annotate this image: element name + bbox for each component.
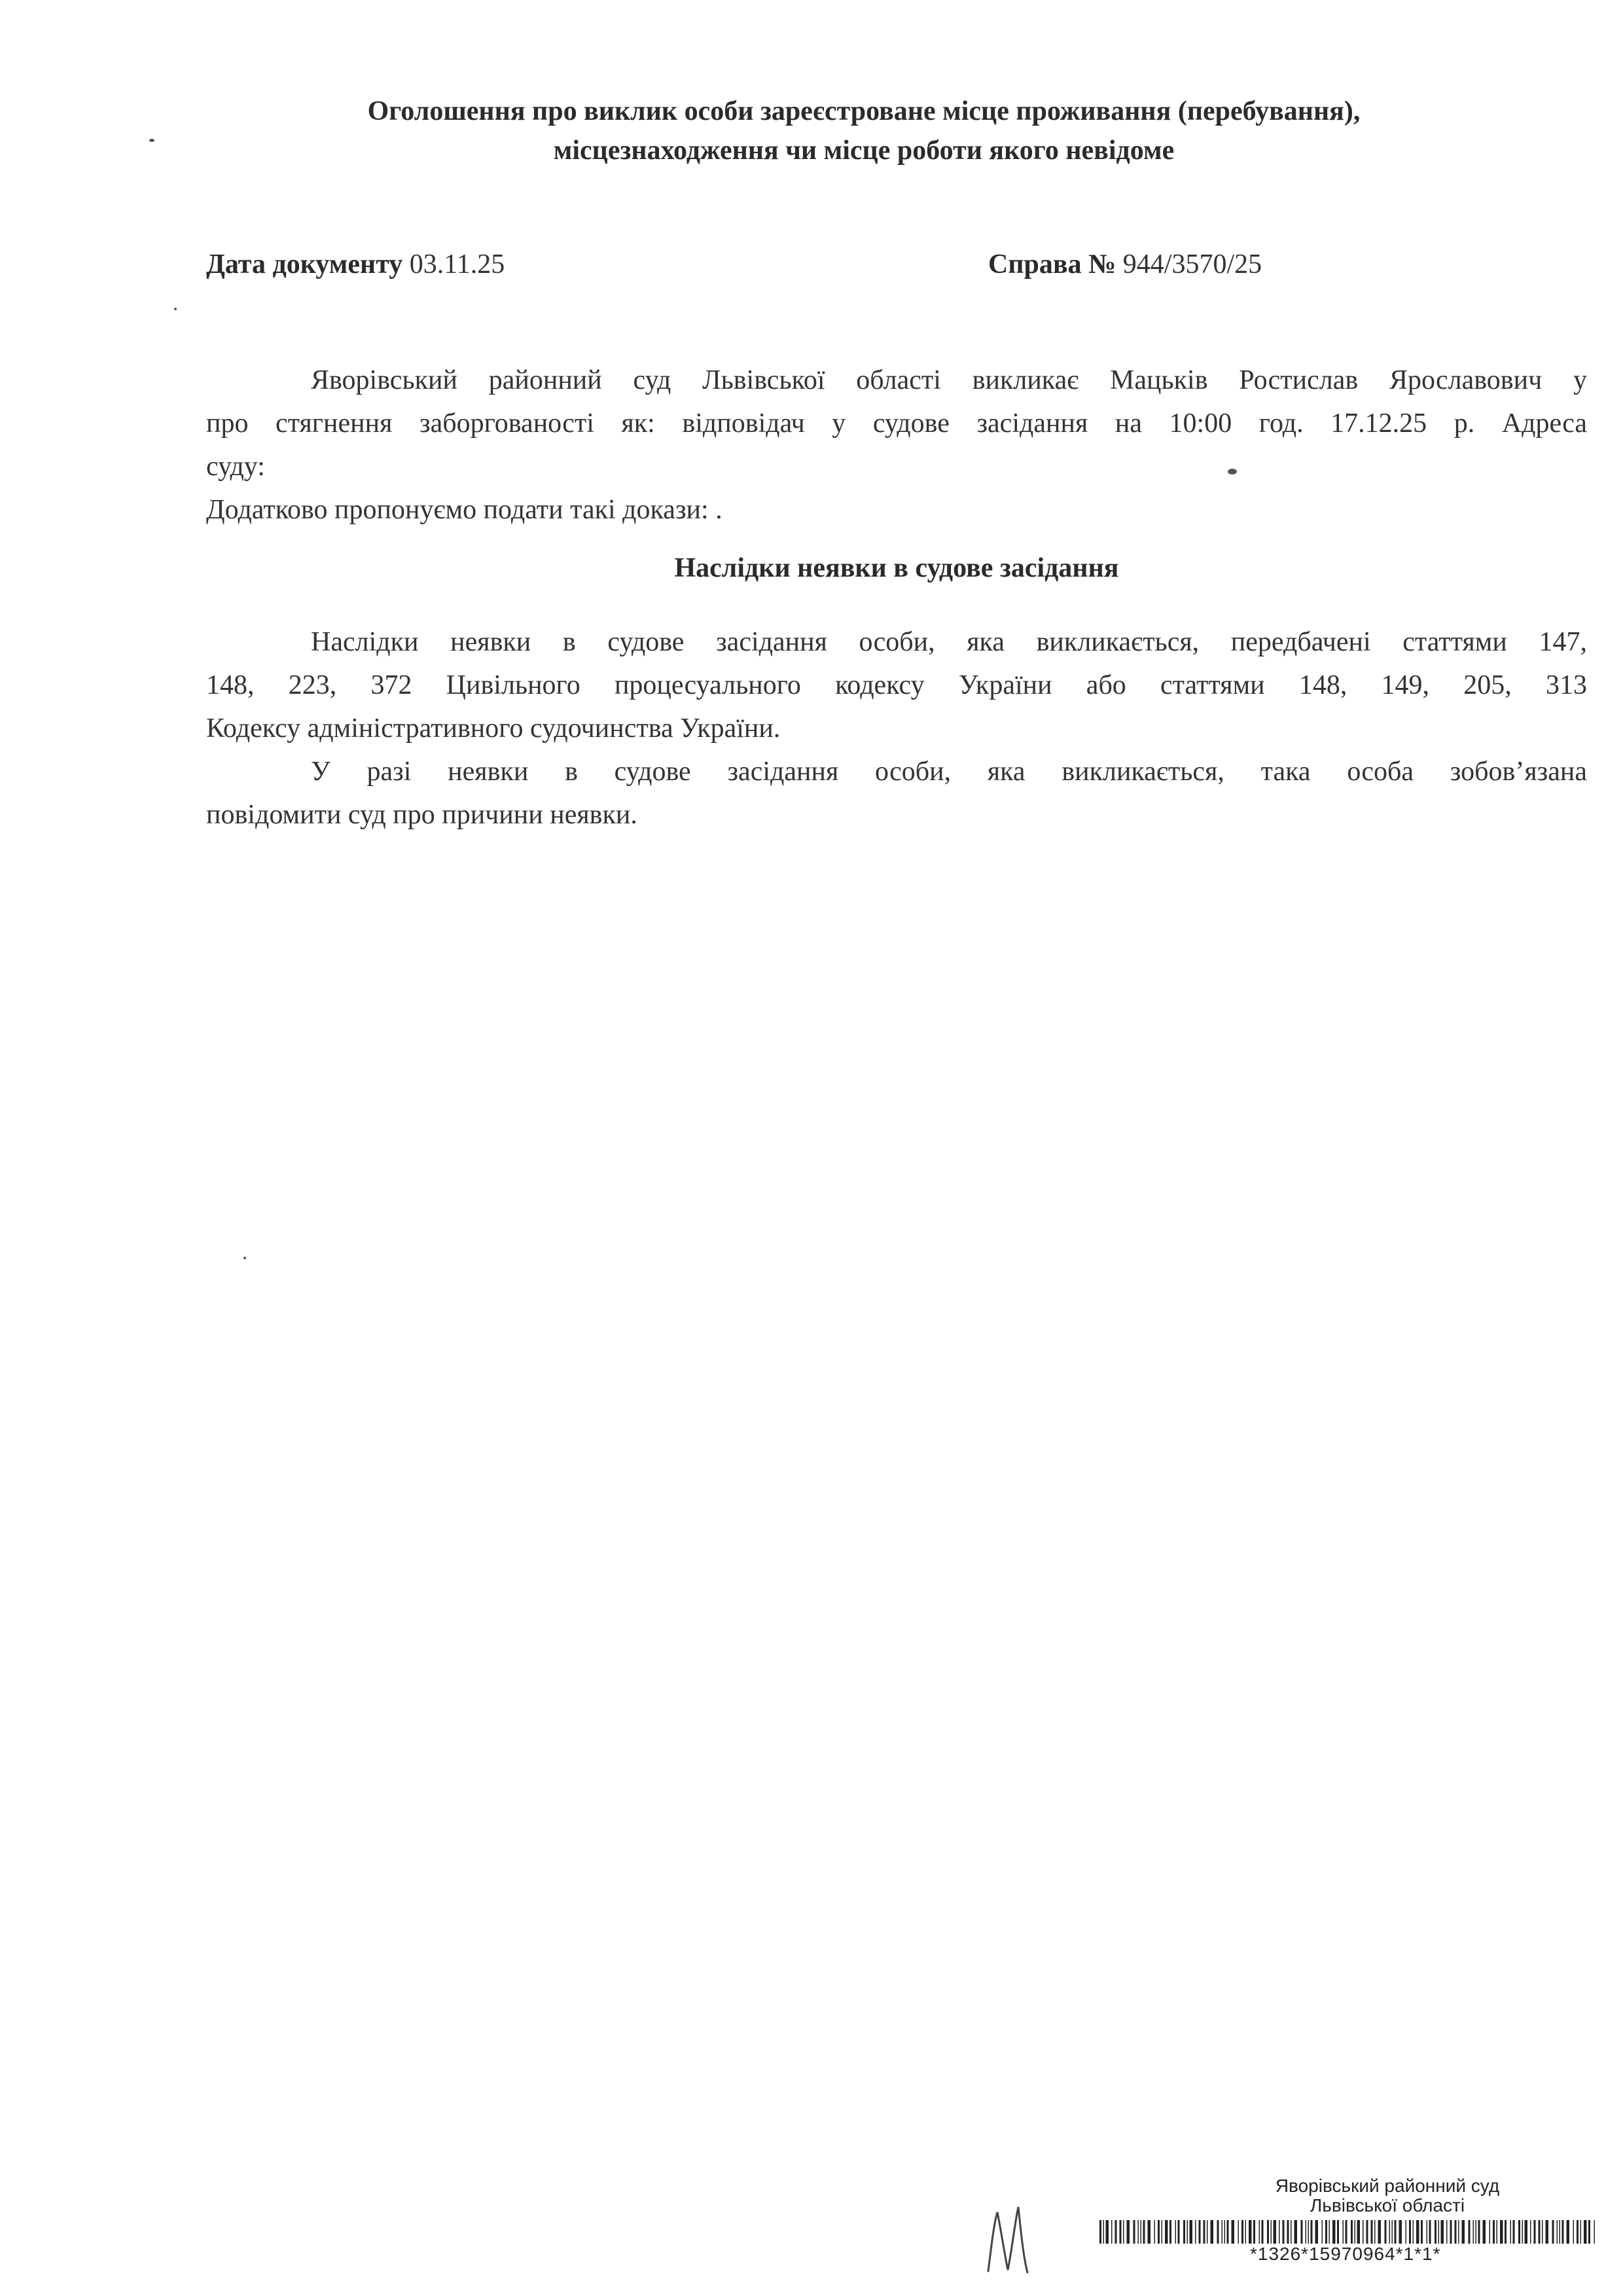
barcode-bar: [1306, 2220, 1307, 2244]
barcode-bar: [1183, 2220, 1185, 2244]
barcode-bar: [1567, 2220, 1570, 2244]
barcode-bar: [1111, 2220, 1113, 2244]
barcode-bar: [1371, 2220, 1373, 2244]
signature-mark: [982, 2199, 1041, 2278]
barcode-bar: [1274, 2220, 1277, 2244]
barcode-bar: [1162, 2220, 1163, 2244]
barcode-bar: [1241, 2220, 1243, 2244]
barcode-bar: [1178, 2220, 1180, 2244]
barcode-number: *1326*15970964*1*1*: [1250, 2244, 1441, 2264]
barcode-bar: [1222, 2220, 1223, 2244]
barcode-bar: [1267, 2220, 1269, 2244]
barcode-bar: [1546, 2220, 1549, 2244]
barcode-bar: [1337, 2220, 1339, 2244]
barcode-bar: [1207, 2220, 1208, 2244]
barcode-bar: [1245, 2220, 1247, 2244]
barcode-bar: [1462, 2220, 1465, 2244]
barcode-bar: [1427, 2220, 1428, 2244]
barcode-bar: [1143, 2220, 1145, 2244]
title-line-1: Оголошення про виклик особи зареєстроване місце проживання (перебування),: [367, 96, 1361, 126]
case-number: [988, 247, 1262, 281]
barcode-bar: [1211, 2220, 1214, 2244]
barcode-bar: [1287, 2220, 1289, 2244]
barcode-bar: [1357, 2220, 1361, 2244]
barcode-bar: [1148, 2220, 1151, 2244]
barcode-bar: [1594, 2220, 1596, 2244]
barcode-bar: [1227, 2220, 1229, 2244]
barcode-bar: [1478, 2220, 1480, 2244]
barcode-bar: [1584, 2220, 1587, 2244]
barcode-bar: [1351, 2220, 1353, 2244]
barcode-bar: [1489, 2220, 1491, 2244]
scan-speck: [243, 1257, 246, 1259]
barcode-bar: [1127, 2220, 1130, 2244]
consequences-heading: Наслідки неявки в судове засідання: [674, 553, 1119, 583]
barcode-bar: [1253, 2220, 1255, 2244]
barcode-bar: [1500, 2220, 1503, 2244]
barcode-bar: [1435, 2220, 1436, 2244]
barcode-bar: [1232, 2220, 1235, 2244]
scan-speck: [1228, 469, 1237, 475]
barcode-bar: [1195, 2220, 1196, 2244]
barcode-bar: [1421, 2220, 1423, 2244]
barcode-bar: [1399, 2220, 1402, 2244]
case-label: Справа №: [988, 249, 1116, 279]
barcode-bar: [1513, 2220, 1515, 2244]
barcode-bar: [1322, 2220, 1323, 2244]
summons-line-1: Яворівський районний суд Львівської області викликає Мацьків Ростислав Ярославович у: [311, 365, 1587, 395]
barcode-bar: [1204, 2220, 1205, 2244]
evidence-line: Додатково пропонуємо подати такі докази: .: [206, 495, 722, 525]
barcode-bar: [1577, 2220, 1578, 2244]
barcode-bar: [1106, 2220, 1109, 2244]
barcode-bar: [1473, 2220, 1474, 2244]
barcode-bar: [1346, 2220, 1347, 2244]
barcode-bar: [1158, 2220, 1160, 2244]
barcode-bar: [1279, 2220, 1280, 2244]
barcode-bar: [1534, 2220, 1536, 2244]
barcode-bar: [1199, 2220, 1201, 2244]
barcode-bar: [1259, 2220, 1260, 2244]
barcode-bar: [1539, 2220, 1541, 2244]
barcode-bar: [1133, 2220, 1135, 2244]
consequences-p2-line-2: повідомити суд про причини неявки.: [206, 800, 637, 830]
barcode-bar: [1224, 2220, 1226, 2244]
barcode-bar: [1332, 2220, 1336, 2244]
consequences-p2-line-1: У разі неявки в судове засідання особи, яка викликається, така особа зобов’язана: [311, 757, 1587, 787]
summons-line-2: про стягнення заборгованості як: відповідач у судове засідання на 10:00 год. 17.12.25 р. Адреса: [206, 408, 1587, 439]
barcode-bar: [1291, 2220, 1292, 2244]
barcode-bar: [1099, 2220, 1101, 2244]
court-stamp: [1099, 2174, 1597, 2265]
stamp-region: Львівської області: [1310, 2195, 1465, 2215]
summons-line-3: суду:: [206, 452, 265, 482]
consequences-text: [206, 620, 1587, 836]
barcode-bar: [1190, 2220, 1193, 2244]
barcode-bar: [1455, 2220, 1457, 2244]
barcode-bar: [1120, 2220, 1122, 2244]
scan-speck: [149, 139, 154, 142]
barcode-bar: [1329, 2220, 1330, 2244]
barcode-bar: [1416, 2220, 1419, 2244]
barcode-bar: [1392, 2220, 1393, 2244]
barcode-bar: [1141, 2220, 1142, 2244]
barcode-bar: [1530, 2220, 1531, 2244]
barcode-bar: [1483, 2220, 1486, 2244]
summons-paragraph: [206, 359, 1587, 531]
barcode-bar: [1123, 2220, 1124, 2244]
barcode-bar: [1588, 2220, 1590, 2244]
barcode-bar: [1115, 2220, 1117, 2244]
barcode-bar: [1525, 2220, 1528, 2244]
barcode-bar: [1294, 2220, 1298, 2244]
barcode-bar: [1438, 2220, 1440, 2244]
barcode-bar: [1271, 2220, 1272, 2244]
date-label: Дата документу: [206, 249, 403, 279]
barcode-bar: [1262, 2220, 1264, 2244]
stamp-court-name: Яворівський районний суд: [1275, 2176, 1500, 2196]
title-line-2: місцезнаходження чи місце роботи якого невідоме: [553, 135, 1175, 166]
barcode-bar: [1169, 2220, 1171, 2244]
barcode-bar: [1389, 2220, 1391, 2244]
barcode-bar: [1580, 2220, 1582, 2244]
barcode-bar: [1562, 2220, 1564, 2244]
barcode-bar: [1409, 2220, 1411, 2244]
barcode-bar: [1343, 2220, 1344, 2244]
consequences-p1-line-3: Кодексу адміністративного судочинства України.: [206, 713, 781, 744]
barcode-bar: [1557, 2220, 1558, 2244]
barcode-bar: [1165, 2220, 1168, 2244]
barcode-bar: [1385, 2220, 1387, 2244]
barcode-bar: [1187, 2220, 1188, 2244]
barcode-bar: [1505, 2220, 1507, 2244]
barcode-bar: [1573, 2220, 1575, 2244]
barcode-bar: [1103, 2220, 1105, 2244]
barcode-bar: [1366, 2220, 1368, 2244]
barcode-bar: [1283, 2220, 1285, 2244]
document-title: [196, 92, 1531, 170]
barcode-bar: [1518, 2220, 1520, 2244]
barcode-bar: [1138, 2220, 1139, 2244]
barcode-bar: [1446, 2220, 1448, 2244]
barcode-bar: [1315, 2220, 1319, 2244]
scan-speck: [174, 308, 177, 310]
barcode-bar: [1308, 2220, 1310, 2244]
barcode-bar: [1450, 2220, 1452, 2244]
case-value: 944/3570/25: [1122, 249, 1262, 279]
consequences-p1-line-2: 148, 223, 372 Цивільного процесуального кодексу України або статтями 148, 149, 205, 313: [206, 670, 1587, 700]
barcode-bar: [1238, 2220, 1240, 2244]
document-date: [206, 247, 505, 281]
barcode-bar: [1301, 2220, 1303, 2244]
barcode-bar: [1476, 2220, 1477, 2244]
barcode-bar: [1363, 2220, 1364, 2244]
barcode-bar: [1493, 2220, 1495, 2244]
barcode-bar: [1458, 2220, 1459, 2244]
barcode-bar: [1406, 2220, 1407, 2244]
date-value: 03.11.25: [409, 249, 505, 279]
barcode-bar: [1522, 2220, 1524, 2244]
barcode-bar: [1249, 2220, 1252, 2244]
barcode-bar: [1552, 2220, 1554, 2244]
barcode: [1099, 2220, 1597, 2244]
barcode-bar: [1560, 2220, 1561, 2244]
barcode-bar: [1413, 2220, 1414, 2244]
barcode-bar: [1325, 2220, 1327, 2244]
barcode-bar: [1311, 2220, 1313, 2244]
barcode-bar: [1441, 2220, 1444, 2244]
barcode-bar: [1355, 2220, 1356, 2244]
barcode-bar: [1469, 2220, 1471, 2244]
barcode-bar: [1510, 2220, 1512, 2244]
barcode-bar: [1542, 2220, 1543, 2244]
consequences-p1-line-1: Наслідки неявки в судове засідання особи, яка викликається, передбачені статтями 147,: [311, 627, 1587, 657]
barcode-bar: [1374, 2220, 1376, 2244]
barcode-bar: [1497, 2220, 1498, 2244]
barcode-bar: [1154, 2220, 1156, 2244]
barcode-bar: [1395, 2220, 1397, 2244]
barcode-bar: [1378, 2220, 1382, 2244]
barcode-bar: [1175, 2220, 1177, 2244]
barcode-bar: [1217, 2220, 1219, 2244]
barcode-bar: [1429, 2220, 1431, 2244]
